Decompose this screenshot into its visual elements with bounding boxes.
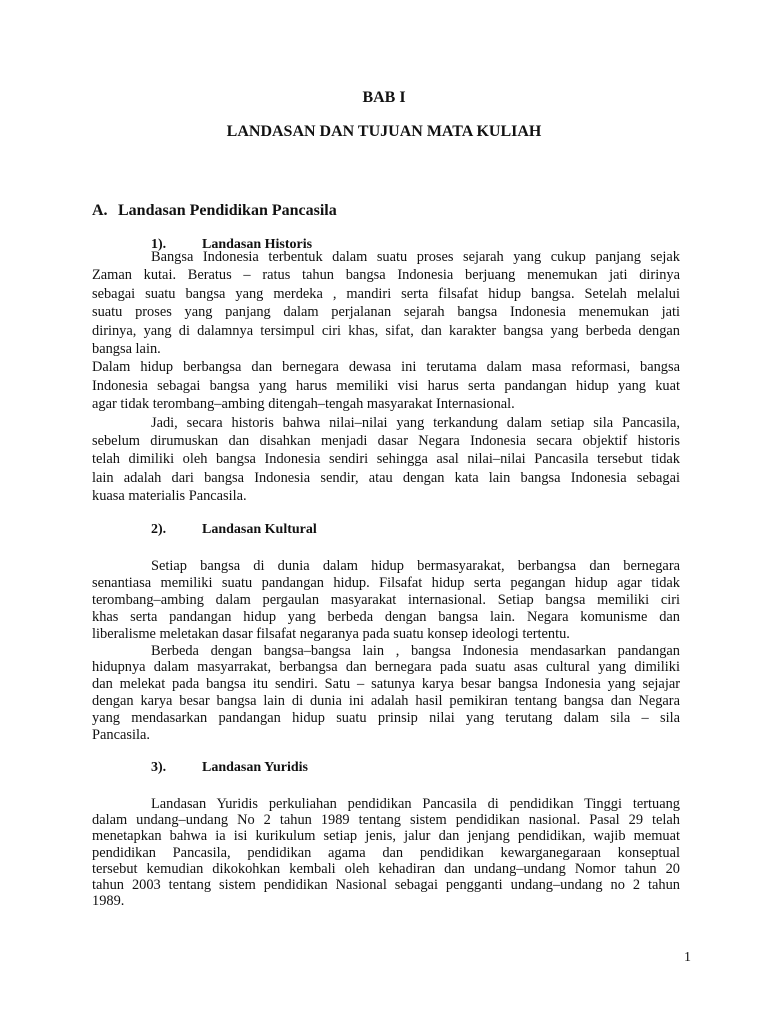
section-title: Landasan Pendidikan Pancasila [118,202,337,219]
subsection-number: 3). [151,760,167,775]
chapter-number: BAB I [362,89,406,106]
section-heading [92,202,337,220]
text-line: Bangsa Indonesia terbentuk dalam suatu proses sejarah yang cukup panjang sejak [151,249,680,265]
text-line: suatu proses yang panjang dalam perjalanan sejarah bangsa Indonesia menemukan jati [92,304,680,321]
subsection-title: Landasan Kultural [202,522,317,537]
text-line: senantiasa memiliki suatu pandangan hidup. Filsafat hidup serta pegangan hidup agar tidak [92,574,680,591]
text-line: hidupnya dalam masyarrakat, berbangsa dan bernegara pada suatu asas cultural yang dimiliki [92,659,680,676]
subsection-heading [151,522,317,538]
paragraph [92,643,680,744]
text-line: agar tidak terombang–ambing ditengah–tengah masyarakat Internasional. [92,396,515,413]
text-line: Jadi, secara historis bahwa nilai–nilai yang terkandung dalam setiap sila Pancasila, [151,414,680,431]
text-line: telah dimiliki oleh bangsa Indonesia sendiri sehingga asal nilai–nilai Pancasila tersebut tidak [92,451,680,468]
text-line: pendidikan Pancasila, pendidikan agama dan pendidikan kewarganegaraan konseptual [92,844,680,861]
text-line: bangsa lain. [92,341,161,358]
subsection-number: 1). [151,237,167,252]
text-line: lain adalah dari bangsa Indonesia sendir, atau dengan kata lain bangsa Indonesia sebagai [92,469,680,486]
text-line: terombang–ambing dalam pergaulan masyarakat internasional. Setiap bangsa memiliki ciri [92,591,680,608]
subsection-body [92,558,680,744]
text-line: yang mendasarkan pandangan hidup suatu prinsip nilai yang terutang dalam sila – sila [92,710,680,727]
text-line: Dalam hidup berbangsa dan bernegara dewasa ini terutama dalam masa reformasi, bangsa [92,359,680,376]
text-line: Landasan Yuridis perkuliahan pendidikan Pancasila di pendidikan Tinggi tertuang [151,796,680,812]
text-line: sebagai suatu bangsa yang merdeka , mandiri serta filsafat hidup bangsa. Setelah melalui [92,285,680,302]
subsection-body [92,248,680,506]
text-line: Setiap bangsa di dunia dalam hidup bermasyarakat, berbangsa dan bernegara [151,558,680,574]
text-line: tersebut kemudian dikokohkan kembali oleh kehadiran dan undang–undang Nomor tahun 20 [92,860,680,877]
text-line: Zaman kutai. Beratus – ratus tahun bangsa Indonesia berjuang menemukan jati dirinya [92,267,680,284]
subsection-heading [151,760,308,776]
paragraph [92,796,680,909]
paragraph [92,414,680,506]
text-line: Pancasila. [92,727,150,744]
text-line: dan melekat pada bangsa itu sendiri. Satu – satunya karya besar bangsa Indonesia yang sejajar [92,676,680,693]
chapter-title: LANDASAN DAN TUJUAN MATA KULIAH [226,123,542,140]
text-line: Berbeda dengan bangsa–bangsa lain , bangsa Indonesia mendasarkan pandangan [151,642,680,659]
subsection-number: 2). [151,522,167,537]
text-line: tahun 2003 tentang sistem pendidikan Nasional sebagai pengganti undang–undang no 2 tahun [92,877,680,894]
subsection-title: Landasan Historis [202,237,313,252]
text-line: kuasa materialis Pancasila. [92,488,247,505]
text-line: dalam undang–undang No 2 tahun 1989 tentang sistem pendidikan nasional. Pasal 29 telah [92,812,680,829]
text-line: liberalisme meletakan dasar filsafat negaranya pada suatu konsep ideologi tertentu. [92,625,570,642]
page-number: 1 [684,950,691,965]
text-line: khas serta pandangan hidup yang berbeda dengan bangsa lain. Negara komunisme dan [92,608,680,625]
text-line: dirinya, yang di dalamnya tersimpul ciri khas, sifat, dan karakter bangsa yang berbeda dengan [92,322,680,339]
text-line: Indonesia sebagai bangsa yang harus memiliki visi harus serta pandangan hidup yang kuat [92,377,680,394]
subsection-body [92,796,680,909]
subsection-title: Landasan Yuridis [202,760,308,775]
paragraph [92,248,680,358]
text-line: sebelum dirumuskan dan disahkan menjadi dasar Negara Indonesia secara objektif historis [92,433,680,450]
paragraph [92,558,680,643]
section-label: A. [92,202,108,219]
text-line: menetapkan bahwa ia isi kurikulum setiap jenis, jalur dan jenjang pendidikan, wajib memuat [92,828,680,845]
paragraph [92,358,680,413]
text-line: 1989. [92,893,125,910]
text-line: dengan karya besar bangsa lain di dunia ini adalah hasil pemikiran tentang bangsa dan Negara [92,693,680,710]
